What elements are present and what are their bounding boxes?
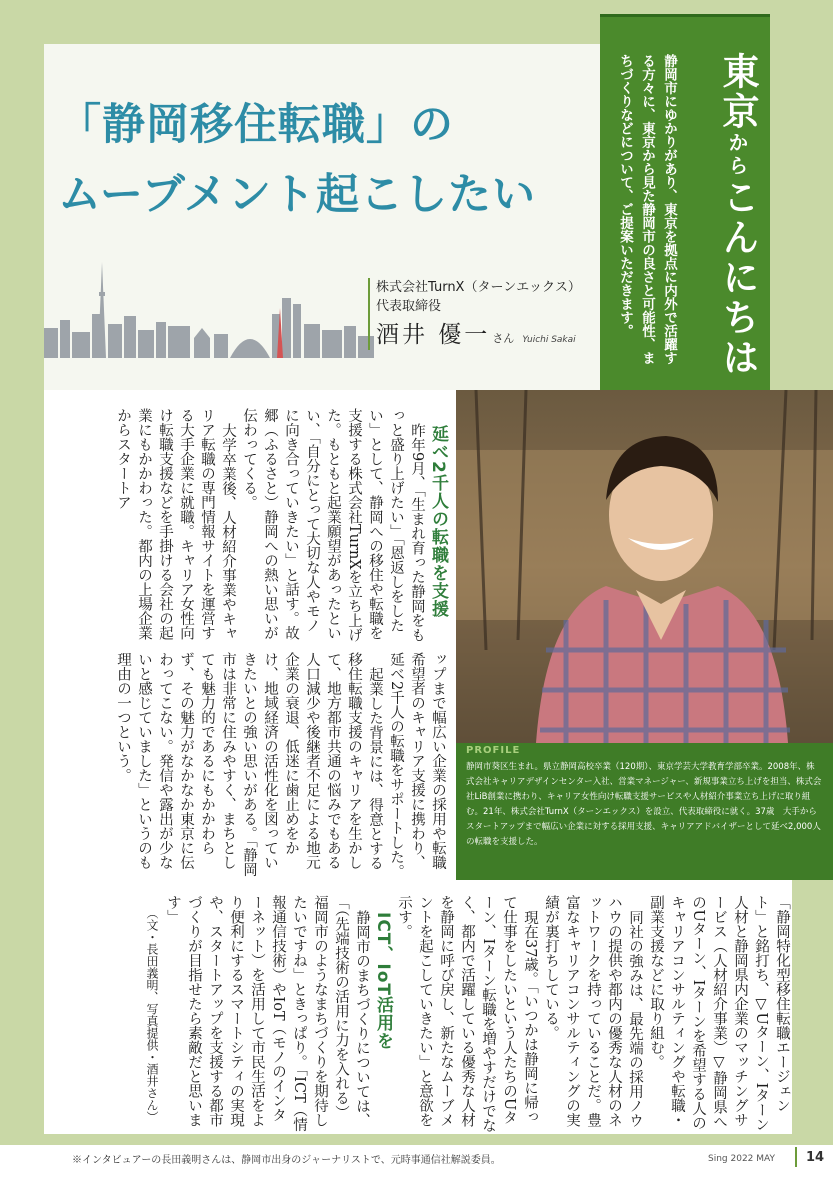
headline-line-1: 「静岡移住転職」の [58, 100, 454, 150]
article-paragraph: 現在37歳。「いつかは静岡に帰って仕事をしたいという人たちのUターン、Iターン転職を増やすだけでなく、都内で活躍している優秀な人材を静岡に呼び戻し、新たなムーブメントを起こしていきたい」と意欲を示す。 [396, 895, 538, 1133]
interviewer-note: ※インタビュアーの長田義明さんは、静岡市出身のジャーナリストで、元時事通信社解説委員。 [72, 1155, 501, 1166]
page-number: 14 [806, 1150, 825, 1165]
profile-label: PROFILE [466, 745, 521, 756]
column-title-kara: から [725, 132, 749, 178]
subhead-ict-iot: ICT、IoT活用を [373, 912, 393, 1050]
headline-line-2: ムーブメント起こしたい [58, 170, 536, 220]
interviewee-byline [368, 278, 606, 350]
column-lead-text: 静岡市にゆかりがあり、東京を拠点に内外で活躍する方々に、東京から見た静岡市の良さと可能性、まちづくりなどについて、ご提案いただきます。 [617, 54, 677, 365]
article-paragraph: 静岡市のまちづくりについては、「（先端技術の活用に力を入れる）福岡市のようなまちづくりを期待したいですね」ときっぱり。「ICT（情報通信技術）やIoT（モノのインターネット）を活用して市民生活をより便利にするスマートシティの実現や、スタートアップを支援する都市づくりが目指せたら素敵だと思います」 [165, 895, 370, 1132]
article-paragraph: 同社の強みは、最先端の採用ノウハウの提供や都内の優秀な人材のネットワークを持っていることだ。豊富なキャリアコンサルティングの実績が裏打ちしている。 [543, 895, 643, 1127]
article-paragraph: ップまで幅広い企業の採用や転職希望者のキャリア支援に携わり、延べ2千人の転職をサポートした。 [388, 652, 446, 879]
magazine-issue: Sing 2022 MAY [708, 1154, 775, 1164]
article-block-bottom [88, 895, 792, 1133]
honorific: さん [492, 332, 515, 345]
subhead-career-support: 延べ2千人の転職を支援 [428, 425, 448, 618]
portrait-photo [456, 390, 833, 743]
name-row [376, 322, 606, 350]
job-title: 代表取締役 [376, 299, 442, 314]
interviewee-name: 酒井 優一 [376, 322, 491, 348]
profile-text: 静岡市葵区生まれ。県立静岡高校卒業（120期）、東京学芸大学教育学部卒業。2008年、株式会社キャリアデザインセンター入社、営業マネージャー、新規事業立ち上げを担当、株式会社LiB創業に携わり、キャリア女性向け転職支援サービスや人材紹介事業立ち上げに取り組む。21年、株式会社TurnX（ターンエックス）を設立、代表取締役に就く。37歳 大手からスタートアップまで幅広い企業に対する採用支援、キャリアアドバイザーとして延べ2,000人の転職を支援した。 [466, 762, 822, 847]
article-paragraph: 起業した背景には、得意とする移住転職支援のキャリアを生かして、地方都市共通の悩みでもある人口減少や後継者不足による地元企業の衰退、低迷に歯止めをかけ、地域経済の活性化を図っていきたいとの強い思いがある。「静岡市は非常に住みやすく、まちとしても魅力的であるにもかかわらず、その魅力がなかなか東京に伝わってこない。発信や露出が少ないと感じていました」というのも理由の一つという。 [115, 652, 383, 877]
profile-box [456, 743, 833, 880]
article-block-top [60, 408, 448, 644]
article-paragraph: 大学卒業後、人材紹介事業やキャリア転職の専門情報サイトを運営する大手企業に就職。キャリア女性向け転職支援などを手掛ける会社の起業にもかかわった。都内の上場企業からスタートア [115, 408, 236, 640]
article-headline [58, 90, 578, 230]
company-name: 株式会社TurnX（ターンエックス） [376, 280, 581, 295]
article-paragraph: 「静岡特化型移住転職エージェント」と銘打ち、▽Uターン、Iターン人材と静岡県内企業のマッチングサービス（人材紹介事業）▽静岡県へのUターン、Iターンを希望する人のキャリアコンサルティングや転職・副業支援などに取り組む。 [648, 895, 790, 1132]
tokyo-skyline-illustration [44, 258, 374, 358]
name-romanized: Yuichi Sakai [522, 335, 576, 345]
column-title-greeting: こんにちは [716, 178, 759, 378]
footer-divider [795, 1147, 797, 1167]
column-title [710, 52, 764, 378]
article-paragraph: 昨年9月、「生まれ育った静岡をもっと盛り上げたい」「恩返しをしたい」として、静岡への移住や転職を支援する株式会社TurnXを立ち上げた。もともと起業願望があったといい、「自分にとって大切な人やモノに向き合っていきたい」と話す。故郷（ふるさと）静岡への熱い思いが伝わってくる。 [241, 408, 425, 643]
column-title-tokyo: 東京 [716, 52, 759, 132]
article-credit: （文・長田義明、写真提供・酒井さん） [145, 907, 159, 1123]
article-block-middle [60, 652, 448, 882]
